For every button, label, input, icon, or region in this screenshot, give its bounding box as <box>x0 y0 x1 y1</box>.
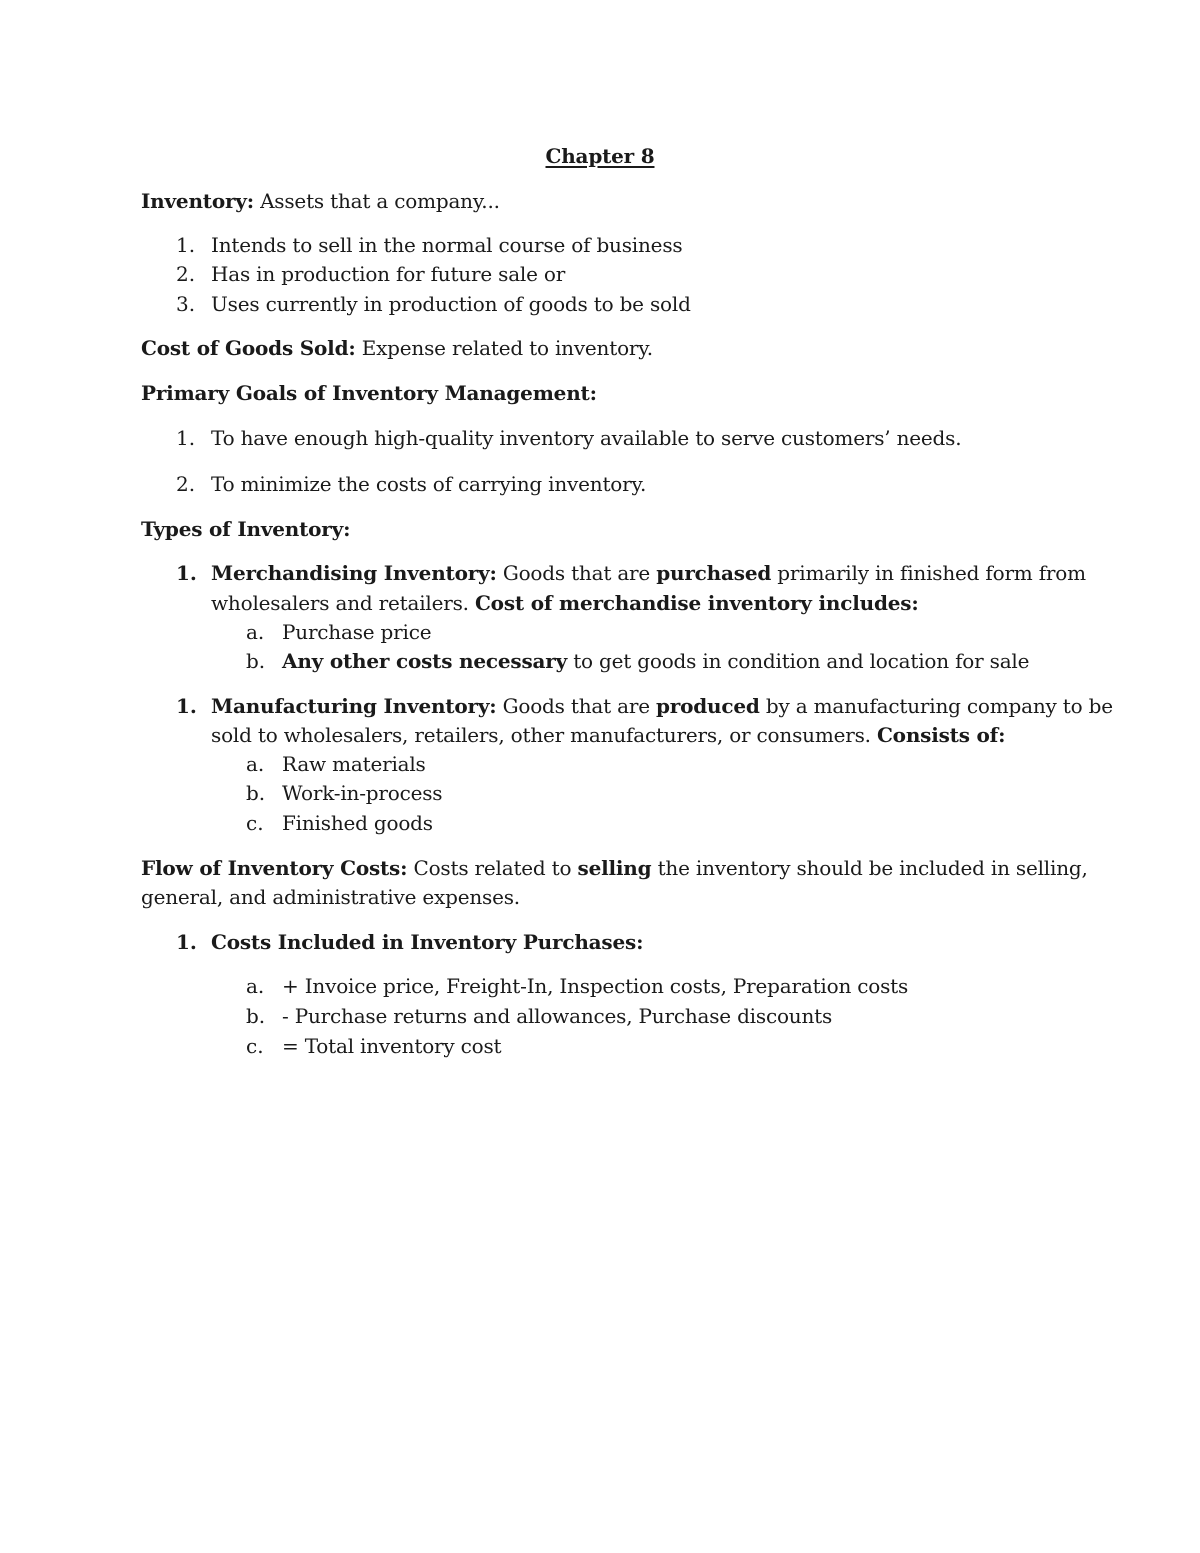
manufacturing-item-cont <box>211 721 1005 749</box>
costs-included-heading <box>211 928 643 956</box>
merchandising-text: wholesalers and retailers. <box>211 591 475 615</box>
merchandising-item-cont <box>211 589 919 617</box>
manufacturing-text: sold to wholesalers, retailers, other manufacturers, or consumers. <box>211 723 877 747</box>
list-item: Uses currently in production of goods to be sold <box>211 292 691 316</box>
sublist-item: Work-in-process <box>282 781 443 805</box>
sublist-item: Finished goods <box>282 811 433 835</box>
flow-definition-cont: general, and administrative expenses. <box>141 885 520 909</box>
cogs-definition <box>141 334 653 362</box>
flow-definition <box>141 854 1088 882</box>
flow-text: the inventory should be included in selling, <box>651 856 1088 880</box>
flow-label: Flow of Inventory Costs: <box>141 856 408 880</box>
sublist-emphasis: Any other costs necessary <box>282 649 568 673</box>
flow-emphasis: selling <box>577 856 652 880</box>
costs-included-label: Costs Included in Inventory Purchases: <box>211 930 644 954</box>
goals-heading <box>141 379 597 407</box>
list-number: 1. <box>176 233 196 257</box>
list-number: 1. <box>176 561 197 585</box>
inventory-text: Assets that a company... <box>253 189 500 213</box>
list-number: 1. <box>176 930 197 954</box>
sublist-letter: b. <box>246 781 266 805</box>
manufacturing-emphasis: Consists of: <box>876 723 1006 747</box>
merchandising-emphasis: Cost of merchandise inventory includes: <box>474 591 919 615</box>
page-title: Chapter 8 <box>545 144 655 168</box>
sublist-letter: c. <box>246 811 264 835</box>
list-item: Has in production for future sale or <box>211 262 566 286</box>
sublist-letter: b. <box>246 1004 266 1028</box>
inventory-label: Inventory: <box>141 189 254 213</box>
types-label: Types of Inventory: <box>141 517 351 541</box>
sublist-letter: a. <box>246 620 265 644</box>
manufacturing-text: by a manufacturing company to be <box>759 694 1113 718</box>
manufacturing-emphasis: produced <box>656 694 760 718</box>
sublist-text: to get goods in condition and location for sale <box>567 649 1030 673</box>
sublist-item: Raw materials <box>282 752 426 776</box>
cogs-label: Cost of Goods Sold: <box>141 336 356 360</box>
sublist-letter: b. <box>246 649 266 673</box>
sublist-item: + Invoice price, Freight-In, Inspection costs, Preparation costs <box>282 974 909 998</box>
list-number: 1. <box>176 694 197 718</box>
merchandising-text: primarily in finished form from <box>771 561 1086 585</box>
merchandising-emphasis: purchased <box>656 561 772 585</box>
inventory-definition <box>141 187 500 215</box>
sublist-item: Purchase price <box>282 620 432 644</box>
sublist-letter: c. <box>246 1034 264 1058</box>
manufacturing-text: Goods that are <box>496 694 656 718</box>
list-item: Intends to sell in the normal course of business <box>211 233 683 257</box>
flow-text: Costs related to <box>407 856 578 880</box>
cogs-text: Expense related to inventory. <box>355 336 653 360</box>
list-number: 1. <box>176 426 196 450</box>
types-heading <box>141 515 350 543</box>
list-number: 3. <box>176 292 196 316</box>
merchandising-item <box>211 559 1086 587</box>
manufacturing-item <box>211 692 1113 720</box>
sublist-letter: a. <box>246 974 265 998</box>
merchandising-text: Goods that are <box>496 561 657 585</box>
goals-label: Primary Goals of Inventory Management: <box>141 381 597 405</box>
list-number: 2. <box>176 472 196 496</box>
sublist-item: - Purchase returns and allowances, Purchase discounts <box>282 1004 833 1028</box>
sublist-item <box>282 647 1029 675</box>
sublist-item: = Total inventory cost <box>282 1034 502 1058</box>
merchandising-label: Merchandising Inventory: <box>211 561 497 585</box>
list-number: 2. <box>176 262 196 286</box>
list-item: To have enough high-quality inventory available to serve customers’ needs. <box>211 426 962 450</box>
sublist-letter: a. <box>246 752 265 776</box>
manufacturing-label: Manufacturing Inventory: <box>211 694 497 718</box>
list-item: To minimize the costs of carrying inventory. <box>211 472 647 496</box>
